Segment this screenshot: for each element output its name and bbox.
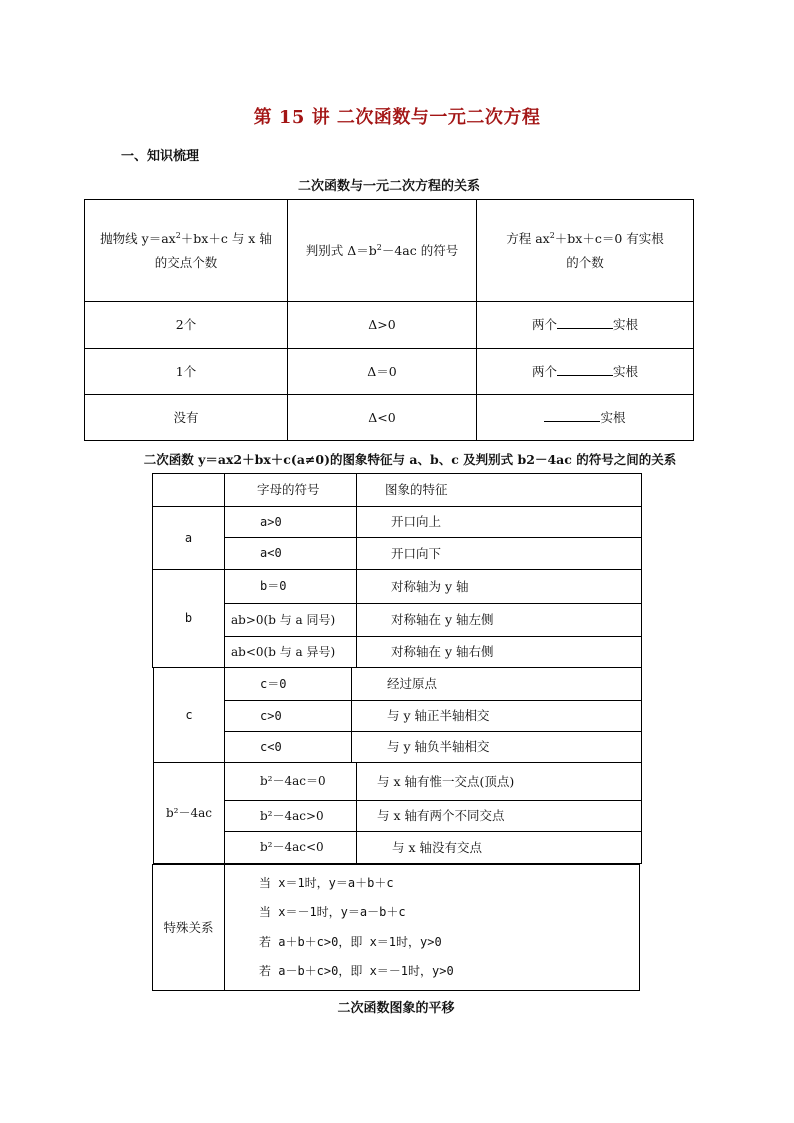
sign-cell: c<0	[224, 731, 352, 763]
section-heading: 一、知识梳理	[121, 149, 200, 164]
group-label-c: c	[153, 667, 225, 763]
sign-cell: a>0	[224, 506, 357, 538]
feature-cell: 开口向上	[356, 506, 642, 538]
table1-header-cell	[476, 199, 694, 302]
roots-suffix: 实根	[613, 363, 639, 379]
feature-cell: 与 x 轴没有交点	[356, 831, 642, 864]
table2-header-empty	[152, 473, 225, 507]
superscript: 2	[549, 230, 555, 240]
sign-cell: ab<0(b 与 a 异号)	[224, 636, 357, 668]
feature-cell: 对称轴为 y 轴	[356, 569, 642, 604]
sign-cell: b＝0	[224, 569, 357, 604]
fill-in-blank[interactable]	[557, 361, 613, 376]
sign-cell: a<0	[224, 537, 357, 570]
table1-header-cell	[84, 199, 288, 302]
special-line: 当 x＝1时，y＝a＋b＋c	[259, 875, 394, 890]
sign-cell: c>0	[224, 700, 352, 732]
superscript: 2	[175, 230, 181, 240]
roots-suffix: 实根	[613, 317, 639, 333]
group-label-b: b	[152, 569, 225, 668]
header-text: 方程 ax	[506, 230, 550, 246]
group-label-a: a	[152, 506, 225, 570]
fill-in-blank[interactable]	[557, 314, 613, 329]
feature-cell: 对称轴在 y 轴左侧	[356, 603, 642, 637]
table1-caption: 二次函数与一元二次方程的关系	[297, 179, 480, 194]
header-text: 的个数	[566, 254, 604, 270]
group-label-discriminant: b²－4ac	[153, 762, 225, 864]
table2-caption: 二次函数 y＝ax2＋bx＋c(a≠0)的图象特征与 a、b、c 及判别式 b2－4ac 的符号之间的关系	[143, 452, 677, 467]
table1-row2-roots	[476, 348, 694, 395]
sign-cell: b²－4ac>0	[224, 800, 357, 832]
roots-prefix: 两个	[531, 317, 557, 333]
next-section-caption: 二次函数图象的平移	[337, 1001, 455, 1016]
page-title: 第 15 讲 二次函数与一元二次方程	[253, 107, 541, 128]
header-text: ＋bx＋c＝0 有实根	[554, 230, 664, 246]
header-text: ＋bx＋c 与 x 轴	[180, 230, 272, 246]
feature-cell: 开口向下	[356, 537, 642, 570]
table1-row3-roots	[476, 394, 694, 441]
special-line: 若 a－b＋c>0，即 x＝－1时，y>0	[259, 964, 454, 979]
feature-cell: 与 x 轴有惟一交点(顶点)	[356, 762, 642, 801]
special-line: 若 a＋b＋c>0，即 x＝1时，y>0	[259, 934, 442, 949]
feature-cell: 经过原点	[351, 667, 642, 701]
header-text: －4ac 的符号	[381, 242, 459, 258]
table1-header-cell	[287, 199, 477, 302]
table1-row3-discriminant: Δ<0	[287, 394, 477, 441]
sign-cell: c＝0	[224, 667, 352, 701]
special-lines-cell	[224, 864, 640, 991]
table1-row1-roots	[476, 301, 694, 349]
roots-suffix: 实根	[600, 409, 626, 425]
fill-in-blank[interactable]	[544, 407, 600, 422]
table1-row1-discriminant: Δ>0	[287, 301, 477, 349]
feature-cell: 与 y 轴负半轴相交	[351, 731, 642, 763]
header-text: 的交点个数	[154, 254, 218, 270]
feature-cell: 与 x 轴有两个不同交点	[356, 800, 642, 832]
header-text: 抛物线 y＝ax	[100, 230, 176, 246]
header-text: 判别式 Δ＝b	[305, 242, 377, 258]
table1-row3-points: 没有	[84, 394, 288, 441]
special-line: 当 x＝－1时，y＝a－b＋c	[259, 905, 406, 920]
roots-prefix: 两个	[531, 363, 557, 379]
sign-cell: b²－4ac<0	[224, 831, 357, 864]
feature-cell: 与 y 轴正半轴相交	[351, 700, 642, 732]
group-label-special: 特殊关系	[152, 864, 225, 991]
table1-row2-discriminant: Δ＝0	[287, 348, 477, 395]
feature-cell: 对称轴在 y 轴右侧	[356, 636, 642, 668]
superscript: 2	[376, 242, 382, 252]
table1-row1-points: 2个	[84, 301, 288, 349]
table2-header-sign: 字母的符号	[224, 473, 357, 507]
sign-cell: b²－4ac＝0	[224, 762, 357, 801]
table1-row2-points: 1个	[84, 348, 288, 395]
table2-header-feature: 图象的特征	[356, 473, 642, 507]
sign-cell: ab>0(b 与 a 同号)	[224, 603, 357, 637]
